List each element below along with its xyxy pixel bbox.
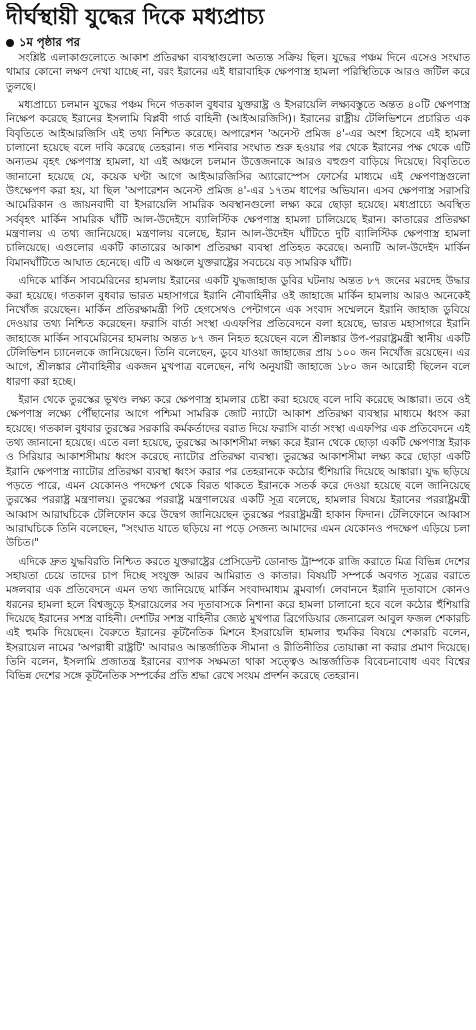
continuation-line [6, 35, 470, 49]
article-body [6, 51, 470, 684]
paragraph: এদিকে দ্রুত যুদ্ধবিরতি নিশ্চিত করতে যুক্তরাষ্ট্রের প্রেসিডেন্ট ডোনাল্ড ট্রাম্পকে রাজি করাতে মিত্র বিভিন্ন দেশের সহায়তা চেয়ে তাদের চাপ দিচ্ছে সংযুক্ত আরব আমিরাত ও কাতার। বিষয়টি সম্পর্কে অবগত সূত্রের বরাতে মঙ্গলবার এক প্রতিবেদনে এমন তথ্য জানিয়েছে মার্কিন সংবাদমাধ্যম ব্লুমবার্গ। লেবাননে ইরানি দূতাবাসে কোনও ধরনের হামলা হলে বিশ্বজুড়ে ইসরায়েলের সব দূতাবাসকে নিশানা করে হামলা চালানো হবে বলে কঠোর হুঁশিয়ারি দিয়েছে ইরানের সশস্ত্র বাহিনী। দেশটির সশস্ত্র বাহিনীর জ্যেষ্ঠ মুখপাত্র ব্রিগেডিয়ার জেনারেল আবুল ফজল শেকারচি এই হুমকি দিয়েছেন। বৈরুতে ইরানের কূটনৈতিক মিশনে ইসরায়েলি হামলার হুমকির বিষয়ে শেকারচি বলেন, ইসরায়েল নামের 'অপরাধী রাষ্ট্রটি' আবারও আন্তর্জাতিক সীমানা ও রীতিনীতির তোয়াক্কা না করার প্রমাণ দিয়েছে। তিনি বলেন, ইসলামি প্রজাতন্ত্র ইরানের ব্যাপক সক্ষমতা থাকা সত্ত্বেও আন্তর্জাতিক বিবেচনাবোধ এবং বিশ্বের বিভিন্ন দেশের সঙ্গে কূটনৈতিক সম্পর্কের প্রতি শ্রদ্ধা রেখে সংযম প্রদর্শন করেছে তেহরান। [6, 555, 470, 683]
article-headline: দীর্ঘস্থায়ী যুদ্ধের দিকে মধ্যপ্রাচ্য [6, 5, 265, 30]
continuation-label: ১ম পৃষ্ঠার পর [19, 35, 80, 49]
paragraph: ইরান থেকে তুরস্কের ভূখণ্ড লক্ষ্য করে ক্ষেপণাস্ত্র হামলার চেষ্টা করা হয়েছে বলে দাবি করেছে আঙ্কারা। তবে ওই ক্ষেপণাস্ত্র লক্ষ্যে পৌঁছানোর আগে পশ্চিমা সামরিক জোট ন্যাটো আকাশ প্রতিরক্ষা ব্যবস্থার মাধ্যমে ধ্বংস করা হয়েছে। গতকাল বুধবার তুরস্কের সরকারি কর্মকর্তাদের বরাত দিয়ে ফরাসি বার্তা সংস্থা এএফপির এক প্রতিবেদনে এই তথ্য জানানো হয়েছে। এতে বলা হয়েছে, তুরস্কের আকাশসীমা লক্ষ্য করে ইরান থেকে ছোড়া একটি ক্ষেপণাস্ত্র ইরাক ও সিরিয়ার আকাশসীমায় ধ্বংস করেছে ন্যাটোর প্রতিরক্ষা ব্যবস্থা। তুরস্কের আকাশসীমা লক্ষ্য করে ছোড়া একটি ইরানি ক্ষেপণাস্ত্র ন্যাটোর প্রতিরক্ষা ব্যবস্থা ধ্বংস করার পর তেহরানকে কঠোর হুঁশিয়ারি দিয়েছে আঙ্কারা। যুদ্ধ ছড়িয়ে পড়তে পারে, এমন যেকোনও পদক্ষেপ থেকে বিরত থাকতে ইরানকে সতর্ক করে দেওয়া হয়েছে বলে জানিয়েছে তুরস্কের পররাষ্ট্র মন্ত্রণালয়। তুরস্কের পররাষ্ট্র মন্ত্রণালয়ের একটি সূত্র বলেছে, হামলার বিষয়ে ইরানের পররাষ্ট্রমন্ত্রী আব্বাস আরাঘচিকে টেলিফোন করে উদ্বেগ জানিয়েছেন তুরস্কের পররাষ্ট্রমন্ত্রী হাকান ফিদান। টেলিফোনে আব্বাস আরাঘচিকে তিনি বলেছেন, "সংঘাত যাতে ছড়িয়ে না পড়ে সেজন্য আমাদের এমন যেকোনও পদক্ষেপ এড়িয়ে চলা উচিত।" [6, 393, 470, 550]
paragraph: সংশ্লিষ্ট এলাকাগুলোতে আকাশ প্রতিরক্ষা ব্যবস্থাগুলো অত্যন্ত সক্রিয় ছিল। যুদ্ধের পঞ্চম দিনে এসেও সংঘাত থামার কোনো লক্ষণ দেখা যাচ্ছে না, বরং ইরানের এই ধারাবাহিক ক্ষেপণাস্ত্র হামলা পরিস্থিতিকে আরও জটিল করে তুলছে। [6, 52, 470, 93]
paragraph: এদিকে মার্কিন সাবমেরিনের হামলায় ইরানের একটি যুদ্ধজাহাজ ডুবির ঘটনায় অন্তত ৮৭ জনের মরদেহ উদ্ধার করা হয়েছে। গতকাল বুধবার ভারত মহাসাগরে ইরানি নৌবাহিনীর ওই জাহাজে মার্কিন হামলায় আরও অনেকেই নিখোঁজ রয়েছেন। মার্কিন প্রতিরক্ষামন্ত্রী পিট হেগসেথও পেন্টাগনে এক সংবাদ সম্মেলনে ইরানি জাহাজ ডুবিয়ে দেওয়ার তথ্য নিশ্চিত করেছেন। ফরাসি বার্তা সংস্থা এএফপির প্রতিবেদনে বলা হয়েছে, ভারত মহাসাগরে ইরানি জাহাজে মার্কিন সাবমেরিনের হামলায় অন্তত ৮৭ জন নিহত হয়েছেন বলে শ্রীলঙ্কার উপ-পররাষ্ট্রমন্ত্রী স্থানীয় একটি টেলিভিশন চ্যানেলকে জানিয়েছেন। তিনি বলেছেন, ডুবে যাওয়া জাহাজের প্রায় ১০০ জন নিখোঁজ রয়েছেন। এর আগে, শ্রীলঙ্কার নৌবাহিনীর একজন মুখপাত্র বলেছেন, নথি অনুযায়ী জাহাজে ১৮০ জন আরোহী ছিলেন বলে ধারণা করা হচ্ছে। [6, 275, 470, 388]
bullet-icon [6, 39, 14, 47]
paragraph: মধ্যপ্রাচ্যে চলমান যুদ্ধের পঞ্চম দিনে গতকাল বুধবার যুক্তরাষ্ট্র ও ইসরায়েলি লক্ষ্যবস্তুতে অন্তত ৪০টি ক্ষেপণাস্ত্র নিক্ষেপ করেছে ইরানের ইসলামি বিপ্লবী গার্ড বাহিনী (আইআরজিসি)। ইরানের রাষ্ট্রীয় টেলিভিশনে প্রচারিত এক বিবৃতিতে আইআরজিসি এই তথ্য নিশ্চিত করেছে। অপারেশন 'অনেস্ট প্রমিজ ৪'-এর অংশ হিসেবে এই হামলা চালানো হয়েছে বলে দাবি করেছে তেহরান। গত শনিবার সংঘাত শুরু হওয়ার পর থেকে ইরানের পক্ষ থেকে এটি অন্যতম বৃহৎ ক্ষেপণাস্ত্র হামলা, যা এই অঞ্চলে চলমান উত্তেজনাকে আরও বহুগুণ বাড়িয়ে দিয়েছে। বিবৃতিতে জানানো হয়েছে যে, কয়েক ঘণ্টা আগে আইআরজিসির অ্যারোস্পেস ফোর্সের মাধ্যমে এই ক্ষেপণাস্ত্রগুলো উৎক্ষেপণ করা হয়, যা ছিল 'অপারেশন অনেস্ট প্রমিজ ৪'-এর ১৭তম ধাপের অভিযান। এসব ক্ষেপণাস্ত্র সরাসরি আমেরিকান ও জায়নবাদী বা ইসরায়েলি সামরিক অবস্থানগুলো লক্ষ্য করে ছোড়া হয়েছে। মধ্যপ্রাচ্যে অবস্থিত সর্ববৃহৎ মার্কিন সামরিক ঘাঁটি আল-উদেইদে ব্যালিস্টিক ক্ষেপণাস্ত্র হামলা চালিয়েছে ইরান। কাতারের প্রতিরক্ষা মন্ত্রণালয় এ তথ্য জানিয়েছে। মন্ত্রণালয় বলেছে, ইরান আল-উদেইদ ঘাঁটিতে দুটি ব্যালিস্টিক ক্ষেপণাস্ত্র হামলা চালিয়েছে। এগুলোর একটি কাতারের আকাশ প্রতিরক্ষা ব্যবস্থা প্রতিহত করেছে। অন্যটি আল-উদেইদ মার্কিন বিমানঘাঁটিতে আঘাত হেনেছে। এটি এ অঞ্চলে যুক্তরাষ্ট্রের সবচেয়ে বড় সামরিক ঘাঁটি। [6, 99, 470, 269]
